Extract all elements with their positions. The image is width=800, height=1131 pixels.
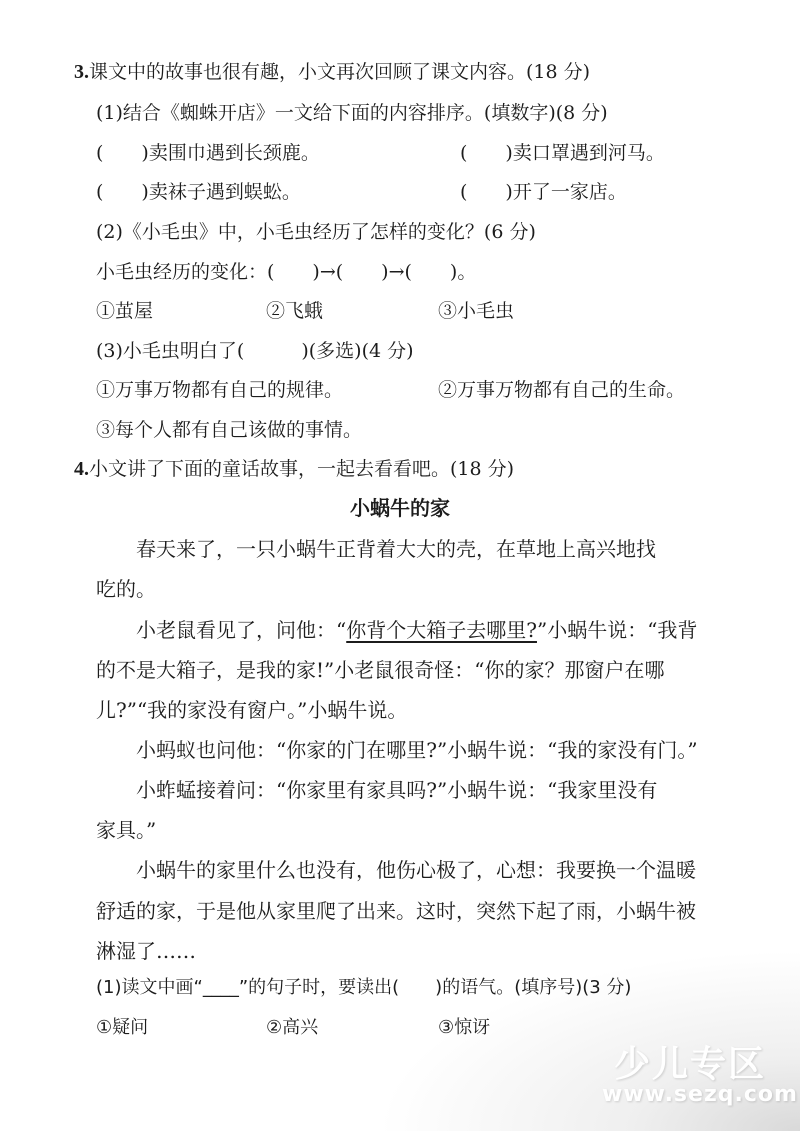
q4-s1-stem: (1)读文中画“____”的句子时，要读出( )的语气。(填序号)(3 分) <box>96 977 632 998</box>
q4-number: 4. <box>74 458 89 480</box>
q3-s3-option-2: ②万事万物都有自己的生命。 <box>438 379 686 401</box>
q3-s3-option-3: ③每个人都有自己该做的事情。 <box>96 419 363 441</box>
q3-s1-item-2: ( )卖口罩遇到河马。 <box>460 142 665 164</box>
q3-s3-stem: (3)小毛虫明白了( )(多选)(4 分) <box>96 340 414 362</box>
q3-s1-stem: (1)结合《蜘蛛开店》一文给下面的内容排序。(填数字)(8 分) <box>96 102 608 124</box>
watermark-logo-text: 少儿专区 <box>614 1044 767 1085</box>
q4-s1-option-3: ③惊讶 <box>438 1017 491 1038</box>
story-p2-text-a: 小老鼠看见了，问他：“ <box>96 618 347 642</box>
story-p2-line-3: 儿?”“我的家没有窗户。”小蜗牛说。 <box>96 698 408 722</box>
story-p1-line-1: 春天来了，一只小蜗牛正背着大大的壳，在草地上高兴地找 <box>96 537 656 561</box>
story-p5-line-2: 舒适的家，于是他从家里爬了出来。这时，突然下起了雨，小蜗牛被 <box>96 899 696 923</box>
story-p2-line-1 <box>96 618 697 642</box>
watermark <box>590 1030 800 1120</box>
q4-stem <box>74 457 514 481</box>
story-p1-line-2: 吃的。 <box>96 577 156 601</box>
q3-number: 3. <box>74 61 89 83</box>
q3-stem <box>74 60 590 84</box>
story-p2-line-2: 的不是大箱子，是我的家!”小老鼠很奇怪：“你的家？那窗户在哪 <box>96 658 665 682</box>
q4-stem-text: 小文讲了下面的童话故事，一起去看看吧。(18 分) <box>89 458 515 480</box>
q3-s3-option-1: ①万事万物都有自己的规律。 <box>96 379 344 401</box>
q3-s2-option-3: ③小毛虫 <box>438 300 515 322</box>
q3-s2-option-2: ②飞蛾 <box>266 300 324 322</box>
q3-s1-item-3: ( )卖袜子遇到蜈蚣。 <box>96 181 301 203</box>
q4-s1-option-1: ①疑问 <box>96 1017 149 1038</box>
story-title: 小蜗牛的家 <box>350 496 450 520</box>
story-p5-line-3: 淋湿了…… <box>96 939 196 963</box>
story-underlined-question: 你背个大箱子去哪里? <box>346 618 537 642</box>
q4-s1-option-2: ②高兴 <box>266 1017 319 1038</box>
q3-s2-option-1: ①茧屋 <box>96 300 154 322</box>
q3-s1-item-1: ( )卖围巾遇到长颈鹿。 <box>96 142 320 164</box>
story-p4-line-1: 小蚱蜢接着问：“你家里有家具吗?”小蜗牛说：“我家里没有 <box>96 778 658 802</box>
story-p2-text-b: ”小蜗牛说：“我背 <box>536 618 698 642</box>
q3-s2-blank-line: 小毛虫经历的变化：( )→( )→( )。 <box>96 261 477 283</box>
q3-s2-stem: (2)《小毛虫》中，小毛虫经历了怎样的变化？(6 分) <box>96 221 536 243</box>
story-p3-line-1: 小蚂蚁也问他：“你家的门在哪里?”小蜗牛说：“我的家没有门。” <box>96 738 698 762</box>
story-p5-line-1: 小蜗牛的家里什么也没有，他伤心极了，心想：我要换一个温暖 <box>96 858 696 882</box>
watermark-url: www.sezq.com <box>602 1082 798 1107</box>
story-p4-line-2: 家具。” <box>96 818 157 842</box>
q3-stem-text: 课文中的故事也很有趣，小文再次回顾了课文内容。(18 分) <box>89 61 591 83</box>
q3-s1-item-4: ( )开了一家店。 <box>460 181 627 203</box>
